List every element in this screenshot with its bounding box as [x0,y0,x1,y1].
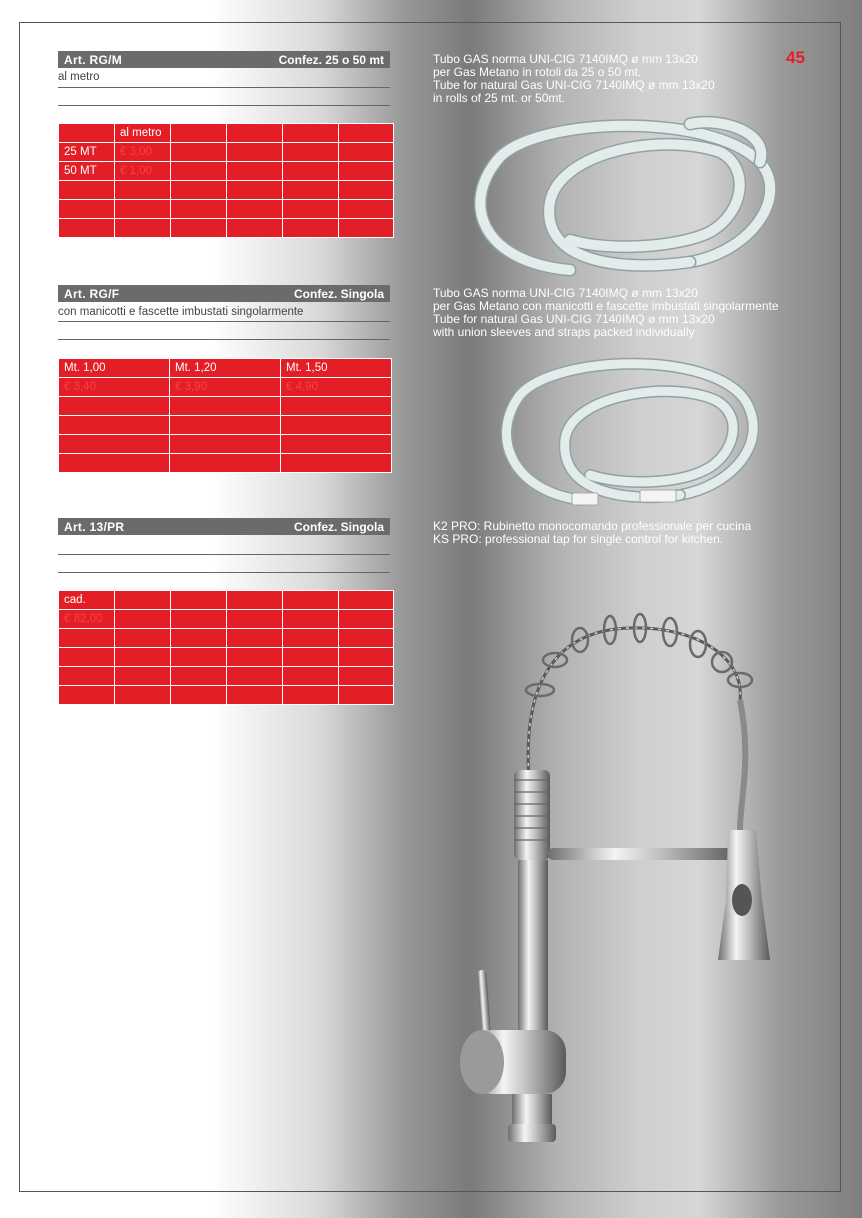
package-info: Confez. 25 o 50 mt [278,53,384,67]
gas-hose-roll-image [460,112,780,282]
price-cell: € 4,90 [281,378,392,397]
package-info: Confez. Singola [294,520,384,534]
product-description [433,53,833,105]
table-cell [283,124,339,143]
divider [58,105,390,106]
table-row [59,454,392,473]
description-line: Tubo GAS norma UNI-CIG 7140IMQ ø mm 13x20 [433,286,698,300]
table-cell [339,124,394,143]
table-row [59,378,392,397]
section-header-13-pr [58,518,390,535]
table-cell [227,162,283,181]
table-cell [227,591,283,610]
description-line: KS PRO: professional tap for single control for kitchen. [433,532,724,546]
table-cell [283,162,339,181]
table-cell [227,143,283,162]
table-cell [339,143,394,162]
product-description [433,520,833,546]
product-description [433,287,833,339]
article-code: Art. 13/PR [64,520,125,534]
price-cell: € 3,90 [170,378,281,397]
price-cell: € 3,00 [115,143,171,162]
package-info: Confez. Singola [294,287,384,301]
table-cell: 25 MT [59,143,115,162]
divider [58,554,390,555]
section-header-rg-m [58,51,390,68]
price-cell: € 3,40 [59,378,170,397]
table-row [59,200,394,219]
table-row [59,181,394,200]
table-row [59,397,392,416]
table-cell: 50 MT [59,162,115,181]
table-row [59,686,394,705]
table-row [59,219,394,238]
table-header-row [59,591,394,610]
table-header-row [59,359,392,378]
price-cell: € 1,00 [115,162,171,181]
divider [58,572,390,573]
gas-hose-with-sleeves-image [480,345,770,510]
article-code: Art. RG/F [64,287,120,301]
description-line: Tube for natural Gas UNI-CIG 7140IMQ ø mm 13x20 [433,78,715,92]
price-table [58,590,394,705]
table-cell: Mt. 1,50 [281,359,392,378]
table-row [59,648,394,667]
divider [58,339,390,340]
table-cell: cad. [59,591,115,610]
price-table [58,123,394,238]
table-cell: Mt. 1,00 [59,359,170,378]
table-row [59,162,394,181]
description-line: K2 PRO: Rubinetto monocomando professionale per cucina [433,519,752,533]
table-cell [283,591,339,610]
divider [58,87,390,88]
price-table [58,358,392,473]
page-number: 45 [786,48,805,67]
description-line: Tubo GAS norma UNI-CIG 7140IMQ ø mm 13x20 [433,52,698,66]
description-line: per Gas Metano con manicotti e fascette imbustati singolarmente [433,299,779,313]
table-cell: al metro [115,124,171,143]
section-subtitle: al metro [58,71,100,83]
table-row [59,143,394,162]
kitchen-tap-image [440,600,780,1150]
table-cell [227,124,283,143]
price-cell: € 82,00 [59,610,115,629]
table-cell [171,143,227,162]
table-cell: Mt. 1,20 [170,359,281,378]
table-row [59,435,392,454]
table-row [59,416,392,435]
table-row [59,667,394,686]
description-line: Tube for natural Gas UNI-CIG 7140IMQ ø mm 13x20 [433,312,715,326]
section-subtitle: con manicotti e fascette imbustati singolarmente [58,306,304,318]
table-cell [171,124,227,143]
section-header-rg-f [58,285,390,302]
article-code: Art. RG/M [64,53,123,67]
divider [58,321,390,322]
table-cell [339,591,394,610]
table-row [59,610,394,629]
table-cell [283,143,339,162]
description-line: in rolls of 25 mt. or 50mt. [433,91,566,105]
table-header-row [59,124,394,143]
description-line: per Gas Metano in rotoli da 25 o 50 mt. [433,65,642,79]
table-cell [59,124,115,143]
table-cell [171,591,227,610]
table-cell [115,591,171,610]
table-cell [171,162,227,181]
description-line: with union sleeves and straps packed individually [433,325,695,339]
table-row [59,629,394,648]
table-cell [339,162,394,181]
